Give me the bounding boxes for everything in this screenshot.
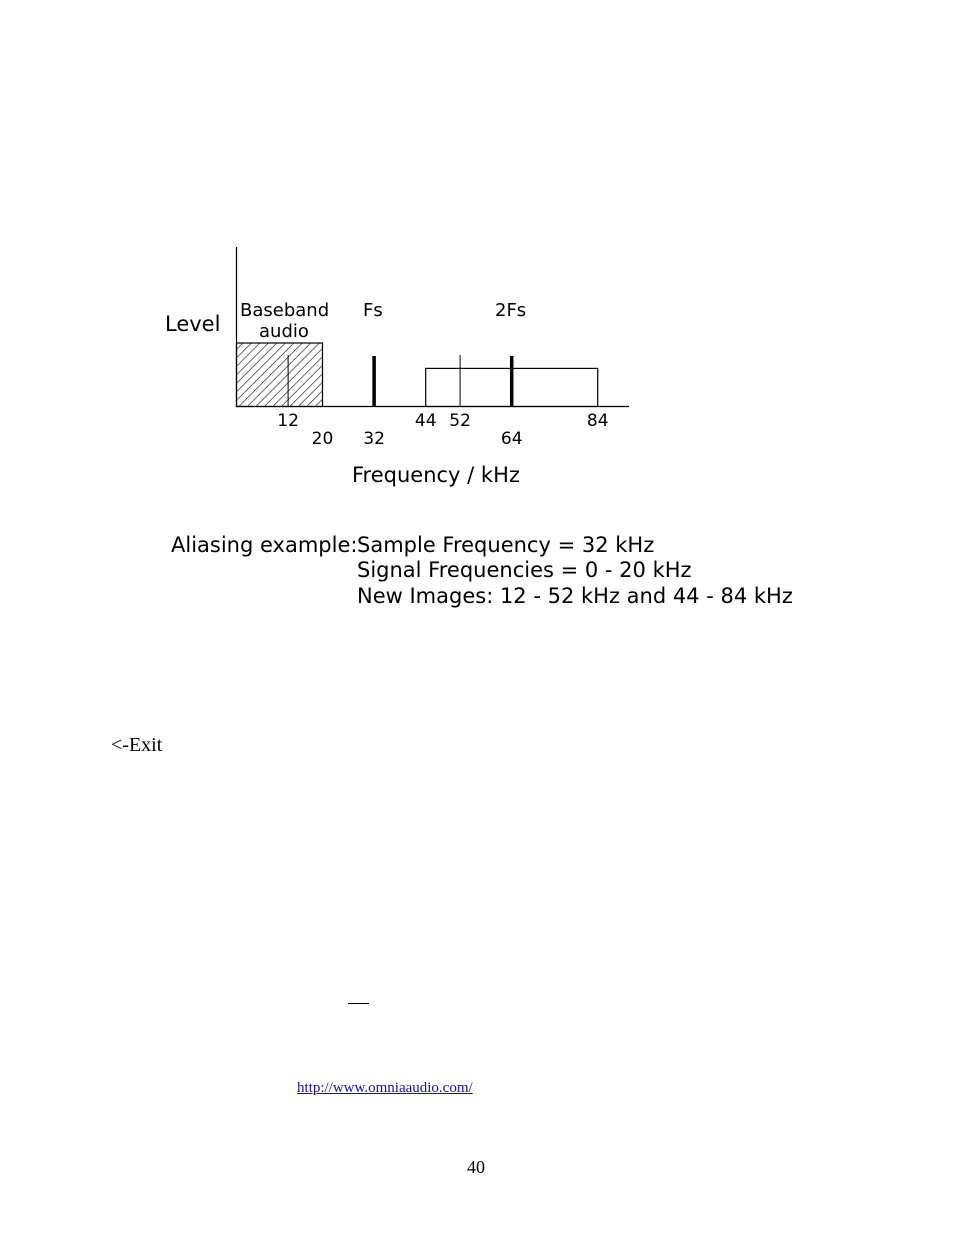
tick-label-64: 64 [500,429,523,449]
omniaaudio-url-link[interactable]: http://www.omniaaudio.com/ [297,1080,473,1096]
tick-label-44: 44 [414,411,437,431]
y-axis-label: Level [165,312,221,336]
page-number: 40 [467,1157,485,1177]
caption-line-3: New Images: 12 - 52 kHz and 44 - 84 kHz [357,584,793,608]
baseband-audio-band [237,343,323,407]
caption-line-1: Sample Frequency = 32 kHz [357,533,655,557]
caption-line-2: Signal Frequencies = 0 - 20 kHz [357,558,692,582]
fs-label: Fs [363,300,383,321]
exit-link[interactable]: <-Exit [111,734,163,756]
caption-label: Aliasing example: [171,533,358,557]
tick-label-52: 52 [449,411,471,431]
baseband-label-line2: audio [259,321,309,342]
baseband-label-line1: Baseband [240,300,330,321]
tick-label-84: 84 [586,411,609,431]
tick-labels [277,411,608,449]
separator-dash [348,1003,369,1004]
x-axis-label: Frequency / kHz [352,463,520,487]
tick-label-20: 20 [311,429,334,449]
two-fs-label: 2Fs [495,300,527,321]
tick-label-12: 12 [277,411,299,431]
aliasing-diagram [0,0,954,520]
tick-label-32: 32 [363,429,385,449]
